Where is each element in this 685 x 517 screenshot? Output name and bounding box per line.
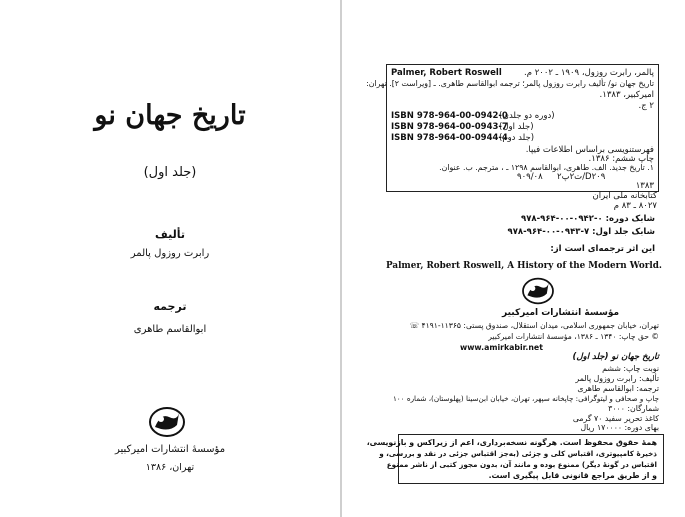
copyright-line: © حق چاپ: ۱۳۴۰ ـ ۱۳۸۶، مؤسسهٔ انتشارات امیرکبیر <box>488 332 659 341</box>
publisher-logo <box>520 276 556 306</box>
cip-line: چاپ ششم: ۱۳۸۶. <box>588 154 654 164</box>
website-link[interactable]: www.amirkabir.net <box>460 343 543 352</box>
colophon-line: تألیف: رابرت روزول پالمر <box>575 374 659 383</box>
left-page <box>0 0 340 517</box>
cip-isbn-note: (جلد دوم) <box>499 133 535 143</box>
cip-isbn: ISBN 978-964-00-0944-4 <box>391 133 508 143</box>
original-title: Palmer, Robert Roswell, A History of the Modern World. <box>386 261 662 271</box>
cip-line: ۱. تاریخ جدید. الف. طاهری، ابوالقاسم ۱۲۹۸ ـ ، مترجم. ب. عنوان. <box>439 163 654 172</box>
isbn-vol1: شابک جلد اول: ۷-۰۹۴۳-۰۰-۹۶۴-۹۷۸ <box>507 227 655 237</box>
copyright-notice-line: ذخیرهٔ کامپیوتری، اقتباس کلی و جزئی (به‌جز اقتباس جزئی در نقد و بررسی، و <box>379 449 657 458</box>
cip-isbn: ISBN 978-964-00-0943-7 <box>391 122 508 132</box>
cip-line: فهرستنویسی براساس اطلاعات فیپا. <box>525 145 654 155</box>
colophon-line: نوبت چاپ: ششم <box>602 364 659 373</box>
colophon-line: چاپ و صحافی و لیتوگرافی: چاپخانه سپهر، تهران، خیابان ابن‌سینا (پهلوستان)، شماره ۱۰۰ <box>392 394 659 403</box>
cip-isbn-note: (جلد اول) <box>499 122 534 132</box>
right-page <box>342 0 685 517</box>
copyright-notice-line: همهٔ حقوق محفوظ است. هرگونه نسخه‌برداری، اعم از زیراکس و بازنویسی، <box>366 438 657 447</box>
colophon-line: ترجمه: ابوالقاسم طاهری <box>577 384 659 393</box>
cip-line: امیرکبیر، ۱۳۸۳. <box>599 90 654 100</box>
cip-line: ۹۰۹/۰۸ <box>517 172 543 182</box>
author-label: تألیف <box>155 228 185 241</box>
cip-author-en: Palmer, Robert Roswell <box>391 68 502 78</box>
cip-line: کتابخانه ملی ایران <box>592 191 657 201</box>
cataloging-box <box>366 64 659 192</box>
cip-line: تاریخ جهان نو/ تألیف رابرت روزول پالمر؛ ترجمه ابوالقاسم طاهری. ـ [ویراست ۲]. تهران: <box>366 79 654 88</box>
publisher-logo <box>147 405 187 439</box>
translator-name: ابوالقاسم طاهری <box>133 324 207 335</box>
copyright-notice-line: اقتباس در گونهٔ دیگر) ممنوع بوده و مانند آن، بدون مجوز کتبی از ناشر ممنوع <box>386 460 657 469</box>
copyright-notice-line: و از طریق مراجع قانونی قابل پیگیری است. <box>488 471 657 480</box>
copyright-notice-box <box>366 434 664 484</box>
cip-line: ۱۳۸۳ <box>635 181 654 191</box>
isbn-set: شابک دوره: ۰-۰۹۴۲-۰۰-۹۶۴-۹۷۸ <box>521 214 655 224</box>
cip-line: پالمر، رابرت روزول، ۱۹۰۹ ـ ۲۰۰۲ م. <box>524 68 654 78</box>
translated-from-label: این اثر ترجمه‌ای است از: <box>550 244 655 254</box>
publisher-name: مؤسسهٔ انتشارات امیرکبیر <box>114 444 226 455</box>
cip-line: ۸۰۲۷ ـ ۸۳ م <box>613 201 657 211</box>
cip-isbn: ISBN 978-964-00-0942-0 <box>391 111 508 121</box>
volume-label: (جلد اول) <box>143 165 197 180</box>
publisher-address: تهران، خیابان جمهوری اسلامی، میدان استقلال، صندوق پستی: ۱۱۳۶۵-۴۱۹۱ ☏ <box>409 321 659 330</box>
cip-line: ۲ ج. <box>638 101 654 111</box>
colophon-line: شمارگان: ۳۰۰۰ <box>608 404 659 413</box>
book-title: تاریخ جهان نو <box>94 100 246 131</box>
author-name: رابرت روزول پالمر <box>130 248 210 259</box>
colophon-line: بهای دوره: ۱۷۰۰۰۰ ریال <box>580 423 659 432</box>
cip-classmark: ۲ت۲پ/D۲۰۹ <box>557 172 606 182</box>
publisher-name: مؤسسهٔ انتشارات امیرکبیر <box>502 308 620 318</box>
translator-label: ترجمه <box>153 300 187 313</box>
colophon-line: کاغذ تحریر سفید ۷۰ گرمی <box>572 414 659 423</box>
place-year: تهران، ۱۳۸۶ <box>145 462 195 473</box>
cip-isbn-note: (دوره دو جلدی) <box>499 111 555 121</box>
book-name-line: تاریخ جهان نو (جلد اول) <box>572 352 659 362</box>
